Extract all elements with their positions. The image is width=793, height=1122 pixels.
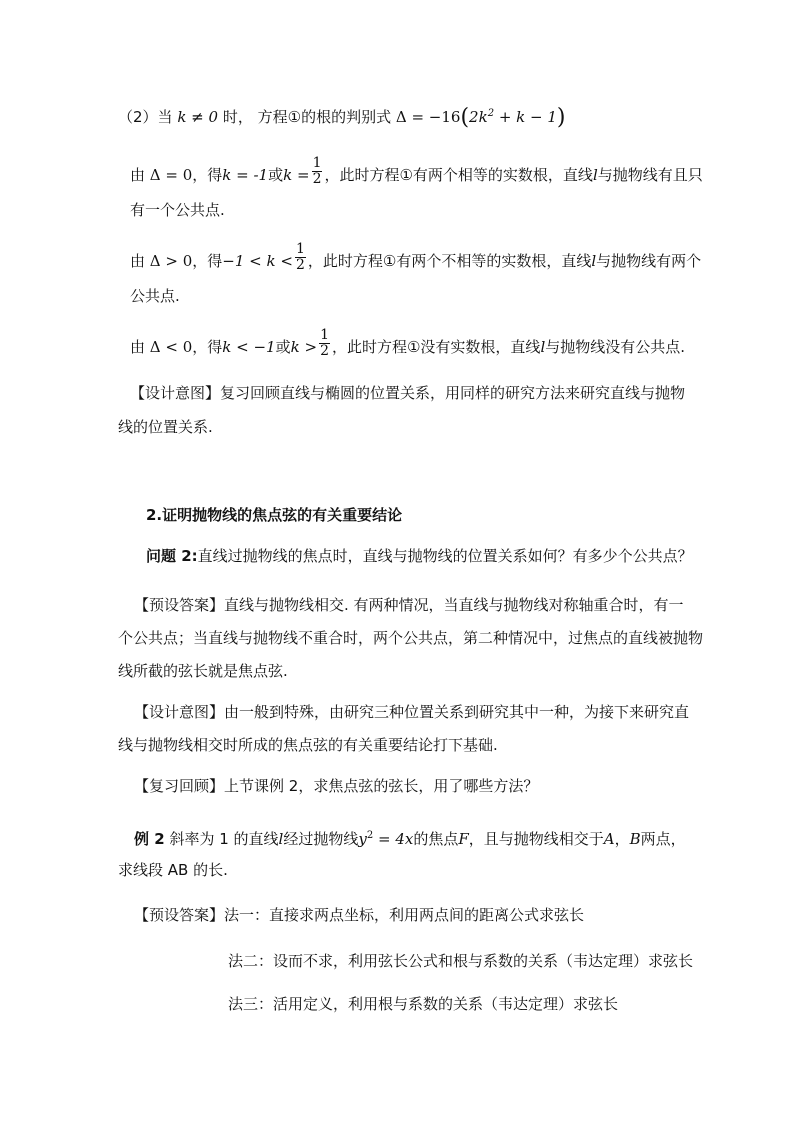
- text: 的焦点: [413, 830, 459, 848]
- preset-answer-line-2: 个公共点；当直线与抛物线不重合时，两个公共点，第二种情况中，过焦点的直线被抛物: [118, 629, 704, 647]
- text: ，此时方程①有两个不相等的实数根，直线: [307, 252, 592, 270]
- text: 与抛物线没有公共点.: [545, 338, 686, 356]
- delta-zero-line: [130, 155, 703, 191]
- condition-math: k ≠ 0: [177, 108, 219, 126]
- numerator: 1: [320, 327, 329, 343]
- text: 或: [275, 338, 291, 356]
- review-line: 【复习回顾】上节课例 2，求焦点弦的弦长，用了哪些方法？: [134, 777, 539, 795]
- text: ，且与抛物线相交于: [468, 830, 604, 848]
- delta-positive-line: [130, 241, 702, 277]
- expr-term: 2k: [469, 108, 488, 126]
- line-symbol: l: [591, 252, 597, 270]
- fraction-one-half: [312, 156, 323, 187]
- delta-zero-line-2: 有一个公共点.: [130, 201, 225, 219]
- text: 两点，: [640, 830, 686, 848]
- section-heading: 2.证明抛物线的焦点弦的有关重要结论: [146, 506, 403, 524]
- design-intent-2-line-2: 线与抛物线相交时所成的焦点弦的有关重要结论打下基础.: [118, 736, 498, 754]
- example-label: 例 2: [134, 830, 165, 848]
- design-intent-1-line-2: 线的位置关系.: [118, 418, 213, 436]
- method-2-line: 法二：设而不求，利用弦长公式和根与系数的关系（韦达定理）求弦长: [228, 952, 694, 970]
- case-2-line: （2）当 k ≠ 0 时， 方程①的根的判别式 $\Delta = -16(2k^2 + k - 1)$: [118, 105, 566, 130]
- text: ，得: [192, 338, 223, 356]
- value-math: k >: [290, 338, 318, 356]
- method-3-line: 法三：活用定义，利用根与系数的关系（韦达定理）求弦长: [228, 995, 619, 1013]
- value-math: k =: [283, 166, 310, 184]
- denominator: 2: [295, 257, 305, 273]
- text: ，得: [192, 252, 223, 270]
- question-text: 直线过抛物线的焦点时，直线与抛物线的位置关系如何？有多少个公共点？: [197, 547, 693, 565]
- equation-rest: = 4x: [373, 830, 414, 848]
- text: 由: [130, 166, 146, 184]
- text: 或: [268, 166, 284, 184]
- example-2-line-2: 求线段 AB 的长.: [118, 861, 228, 879]
- line-symbol: l: [278, 830, 284, 848]
- design-intent-2-line-1: 【设计意图】由一般到特殊，由研究三种位置关系到研究其中一种，为接下来研究直: [134, 703, 690, 721]
- delta-positive-line-2: 公共点.: [130, 287, 180, 305]
- discriminant-expr: Δ = −16: [395, 108, 461, 126]
- question-2: [146, 546, 693, 566]
- expr-exponent: 2: [487, 108, 495, 119]
- condition-math: Δ > 0: [149, 252, 193, 270]
- text: 斜率为 1 的直线: [164, 830, 279, 848]
- example-2-line-1: [134, 826, 686, 849]
- design-intent-1-line-1: 【设计意图】复习回顾直线与椭圆的位置关系，用同样的研究方法来研究直线与抛物: [130, 384, 686, 402]
- text: 由: [130, 338, 146, 356]
- text: ，: [614, 830, 630, 848]
- condition-math: Δ = 0: [149, 166, 193, 184]
- point-a: A: [603, 830, 615, 848]
- text: 与抛物线有且只: [597, 166, 703, 184]
- text: ，此时方程①有两个相等的实数根，直线: [324, 166, 593, 184]
- question-label: 问题 2:: [146, 547, 198, 565]
- preset-answer-line-1: 【预设答案】直线与抛物线相交. 有两种情况，当直线与抛物线对称轴重合时，有一: [134, 596, 684, 614]
- equation-y: y: [358, 830, 367, 848]
- case-label: （2）当: [118, 108, 173, 126]
- text: ，得: [192, 166, 223, 184]
- text: ，此时方程①没有实数根，直线: [331, 338, 541, 356]
- focus-symbol: F: [458, 830, 469, 848]
- discriminant-text: 时， 方程①的根的判别式: [222, 108, 392, 126]
- denominator: 2: [320, 343, 329, 359]
- value-math: k = -1: [222, 166, 269, 184]
- numerator: 1: [295, 241, 305, 257]
- preset-answer-line-3: 线所截的弦长就是焦点弦.: [118, 662, 288, 680]
- line-symbol: l: [592, 166, 598, 184]
- point-b: B: [629, 830, 641, 848]
- text: 由: [130, 252, 146, 270]
- value-math: k < −1: [222, 338, 276, 356]
- denominator: 2: [312, 171, 322, 187]
- text: 经过抛物线: [283, 830, 359, 848]
- numerator: 1: [312, 155, 322, 171]
- method-1-line: 【预设答案】法一：直接求两点坐标，利用两点间的距离公式求弦长: [134, 906, 585, 924]
- condition-math: Δ < 0: [149, 338, 193, 356]
- text: 与抛物线有两个: [596, 252, 702, 270]
- value-math: −1 < k <: [222, 252, 293, 270]
- equation-exponent: 2: [366, 830, 374, 841]
- fraction-one-half: [295, 242, 306, 273]
- delta-negative-line: [130, 327, 686, 363]
- line-symbol: l: [540, 338, 546, 356]
- fraction-one-half: [319, 328, 330, 359]
- expr-tail: + k − 1: [494, 108, 557, 126]
